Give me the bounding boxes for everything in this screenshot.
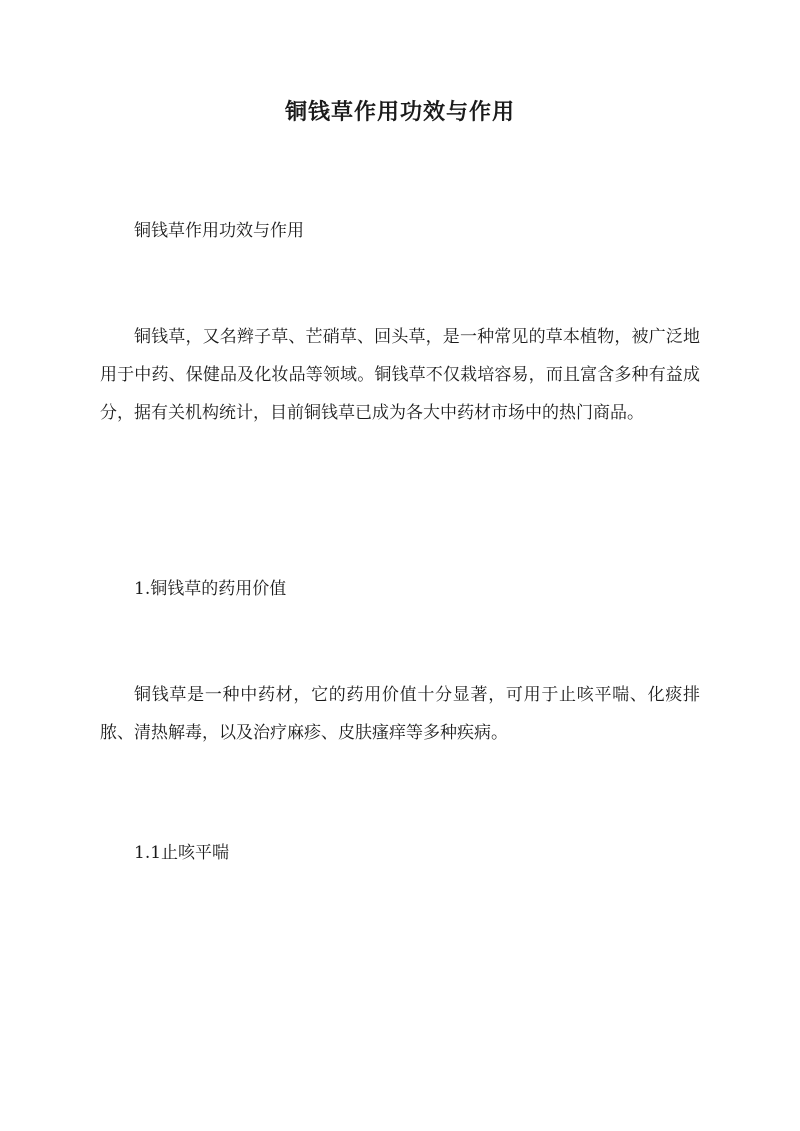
section-heading-medicinal-value: 1.铜钱草的药用价值 [134,579,287,599]
medicinal-value-paragraph: 铜钱草是一种中药材，它的药用价值十分显著，可用于止咳平喘、化痰排脓、清热解毒，以及治疗麻疹、皮肤瘙痒等多种疾病。 [100,685,700,743]
subsection-heading-cough: 1.1止咳平喘 [134,843,230,863]
section-heading: 铜钱草作用功效与作用 [134,221,304,241]
document-title: 铜钱草作用功效与作用 [284,99,515,125]
intro-paragraph: 铜钱草，又名辫子草、芒硝草、回头草，是一种常见的草本植物，被广泛地用于中药、保健品及化妆品等领域。铜钱草不仅栽培容易，而且富含多种有益成分，据有关机构统计，目前铜钱草已成为各大中药材市场中的热门商品。 [100,327,700,423]
